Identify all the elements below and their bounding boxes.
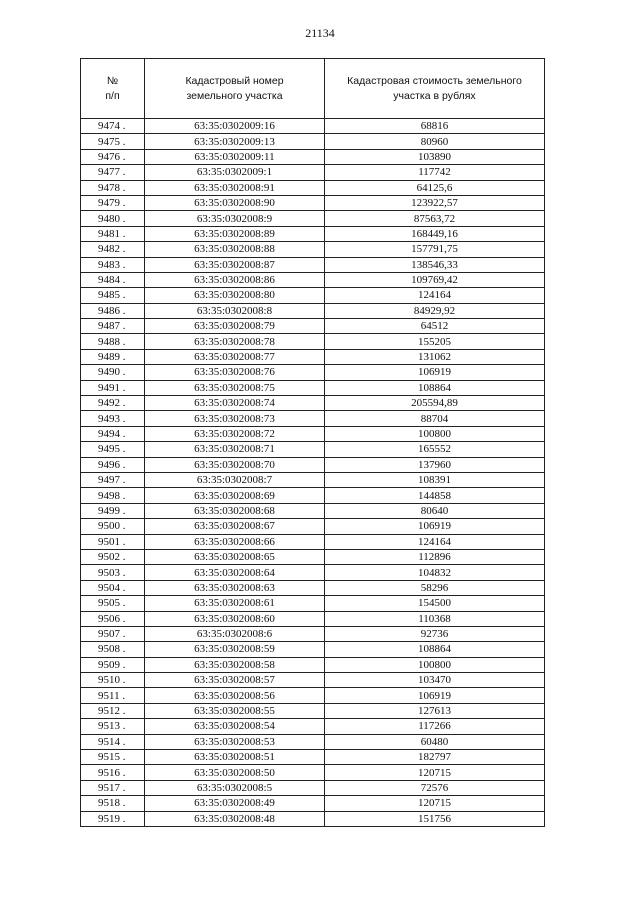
table-row — [81, 750, 545, 765]
cadastral-value-cell: 58296 — [325, 580, 545, 595]
row-number-cell: 9476 . — [81, 149, 145, 164]
table-row — [81, 396, 545, 411]
row-number-cell: 9498 . — [81, 488, 145, 503]
cadastral-value-cell: 68816 — [325, 119, 545, 134]
cadastral-number-cell: 63:35:0302008:79 — [145, 319, 325, 334]
cadastral-value-cell: 108391 — [325, 472, 545, 487]
row-number-cell: 9487 . — [81, 319, 145, 334]
cadastral-number-cell: 63:35:0302008:68 — [145, 503, 325, 518]
cadastral-value-cell: 106919 — [325, 519, 545, 534]
cadastral-value-cell: 87563,72 — [325, 211, 545, 226]
cadastral-number-cell: 63:35:0302008:51 — [145, 750, 325, 765]
cadastre-table — [80, 58, 545, 827]
cadastral-number-cell: 63:35:0302008:7 — [145, 472, 325, 487]
row-number-cell: 9511 . — [81, 688, 145, 703]
table-row — [81, 426, 545, 441]
table-row — [81, 642, 545, 657]
row-number-cell: 9479 . — [81, 195, 145, 210]
cadastral-number-cell: 63:35:0302008:58 — [145, 657, 325, 672]
row-number-cell: 9504 . — [81, 580, 145, 595]
cadastral-number-cell: 63:35:0302008:87 — [145, 257, 325, 272]
header-cadastral-number — [145, 59, 325, 119]
table-row — [81, 472, 545, 487]
cadastral-value-cell: 182797 — [325, 750, 545, 765]
cadastral-number-cell: 63:35:0302009:16 — [145, 119, 325, 134]
row-number-cell: 9491 . — [81, 380, 145, 395]
table-row — [81, 703, 545, 718]
cadastral-value-cell: 151756 — [325, 811, 545, 826]
table-row — [81, 657, 545, 672]
table-row — [81, 626, 545, 641]
header-cadastral-number-line-1: Кадастровый номер — [185, 74, 284, 87]
cadastral-number-cell: 63:35:0302008:55 — [145, 703, 325, 718]
cadastral-value-cell: 109769,42 — [325, 272, 545, 287]
cadastral-value-cell: 120715 — [325, 796, 545, 811]
row-number-cell: 9494 . — [81, 426, 145, 441]
cadastral-value-cell: 155205 — [325, 334, 545, 349]
row-number-cell: 9506 . — [81, 611, 145, 626]
row-number-cell: 9495 . — [81, 442, 145, 457]
cadastral-value-cell: 112896 — [325, 549, 545, 564]
table-header — [81, 59, 545, 119]
table-row — [81, 796, 545, 811]
table-row — [81, 596, 545, 611]
row-number-cell: 9482 . — [81, 242, 145, 257]
row-number-cell: 9497 . — [81, 472, 145, 487]
cadastral-value-cell: 80640 — [325, 503, 545, 518]
cadastral-value-cell: 117742 — [325, 165, 545, 180]
cadastral-number-cell: 63:35:0302008:74 — [145, 396, 325, 411]
table-row — [81, 411, 545, 426]
cadastral-number-cell: 63:35:0302009:13 — [145, 134, 325, 149]
table-row — [81, 226, 545, 241]
table-row — [81, 734, 545, 749]
row-number-cell: 9513 . — [81, 719, 145, 734]
cadastral-number-cell: 63:35:0302008:65 — [145, 549, 325, 564]
table-row — [81, 211, 545, 226]
row-number-cell: 9485 . — [81, 288, 145, 303]
cadastral-number-cell: 63:35:0302008:80 — [145, 288, 325, 303]
row-number-cell: 9486 . — [81, 303, 145, 318]
table-row — [81, 319, 545, 334]
row-number-cell: 9480 . — [81, 211, 145, 226]
table-row — [81, 580, 545, 595]
header-cadastral-value-line-2: участка в рублях — [393, 89, 476, 102]
table-row — [81, 380, 545, 395]
table-row — [81, 242, 545, 257]
row-number-cell: 9483 . — [81, 257, 145, 272]
row-number-cell: 9475 . — [81, 134, 145, 149]
row-number-cell: 9505 . — [81, 596, 145, 611]
cadastral-number-cell: 63:35:0302008:61 — [145, 596, 325, 611]
row-number-cell: 9514 . — [81, 734, 145, 749]
cadastral-number-cell: 63:35:0302008:60 — [145, 611, 325, 626]
table-row — [81, 365, 545, 380]
table-row — [81, 165, 545, 180]
table-row — [81, 534, 545, 549]
cadastral-number-cell: 63:35:0302008:5 — [145, 780, 325, 795]
table-row — [81, 688, 545, 703]
cadastral-number-cell: 63:35:0302008:73 — [145, 411, 325, 426]
cadastral-value-cell: 108864 — [325, 642, 545, 657]
table-row — [81, 442, 545, 457]
cadastral-value-cell: 127613 — [325, 703, 545, 718]
cadastral-value-cell: 165552 — [325, 442, 545, 457]
row-number-cell: 9499 . — [81, 503, 145, 518]
cadastral-number-cell: 63:35:0302008:88 — [145, 242, 325, 257]
row-number-cell: 9478 . — [81, 180, 145, 195]
cadastral-number-cell: 63:35:0302008:76 — [145, 365, 325, 380]
table-row — [81, 257, 545, 272]
cadastral-number-cell: 63:35:0302008:91 — [145, 180, 325, 195]
row-number-cell: 9484 . — [81, 272, 145, 287]
row-number-cell: 9518 . — [81, 796, 145, 811]
row-number-cell: 9519 . — [81, 811, 145, 826]
table-row — [81, 288, 545, 303]
cadastral-value-cell: 103890 — [325, 149, 545, 164]
table-row — [81, 149, 545, 164]
cadastral-number-cell: 63:35:0302008:78 — [145, 334, 325, 349]
cadastral-value-cell: 144858 — [325, 488, 545, 503]
table-row — [81, 780, 545, 795]
table-row — [81, 134, 545, 149]
header-row-number-line-1: № — [106, 74, 119, 87]
row-number-cell: 9492 . — [81, 396, 145, 411]
cadastral-value-cell: 205594,89 — [325, 396, 545, 411]
cadastral-number-cell: 63:35:0302008:77 — [145, 349, 325, 364]
table-row — [81, 272, 545, 287]
row-number-cell: 9510 . — [81, 673, 145, 688]
cadastral-number-cell: 63:35:0302008:8 — [145, 303, 325, 318]
table-row — [81, 195, 545, 210]
cadastral-number-cell: 63:35:0302008:72 — [145, 426, 325, 441]
table-row — [81, 565, 545, 580]
cadastral-value-cell: 92736 — [325, 626, 545, 641]
cadastral-value-cell: 72576 — [325, 780, 545, 795]
header-row-number — [81, 59, 145, 119]
table-body — [81, 119, 545, 827]
row-number-cell: 9512 . — [81, 703, 145, 718]
cadastral-value-cell: 138546,33 — [325, 257, 545, 272]
row-number-cell: 9516 . — [81, 765, 145, 780]
cadastral-value-cell: 168449,16 — [325, 226, 545, 241]
table-row — [81, 549, 545, 564]
cadastral-value-cell: 108864 — [325, 380, 545, 395]
row-number-cell: 9489 . — [81, 349, 145, 364]
cadastral-value-cell: 124164 — [325, 288, 545, 303]
cadastral-value-cell: 157791,75 — [325, 242, 545, 257]
table-row — [81, 765, 545, 780]
header-cadastral-number-line-2: земельного участка — [186, 89, 283, 102]
cadastral-number-cell: 63:35:0302008:66 — [145, 534, 325, 549]
table-row — [81, 349, 545, 364]
table-row — [81, 503, 545, 518]
row-number-cell: 9501 . — [81, 534, 145, 549]
cadastral-value-cell: 117266 — [325, 719, 545, 734]
cadastral-value-cell: 124164 — [325, 534, 545, 549]
cadastral-value-cell: 137960 — [325, 457, 545, 472]
row-number-cell: 9488 . — [81, 334, 145, 349]
cadastral-value-cell: 60480 — [325, 734, 545, 749]
cadastral-number-cell: 63:35:0302009:1 — [145, 165, 325, 180]
row-number-cell: 9515 . — [81, 750, 145, 765]
row-number-cell: 9481 . — [81, 226, 145, 241]
header-row-number-line-2: п/п — [105, 89, 120, 102]
cadastral-number-cell: 63:35:0302008:75 — [145, 380, 325, 395]
row-number-cell: 9517 . — [81, 780, 145, 795]
row-number-cell: 9502 . — [81, 549, 145, 564]
table-row — [81, 457, 545, 472]
cadastral-number-cell: 63:35:0302008:90 — [145, 195, 325, 210]
cadastral-number-cell: 63:35:0302008:53 — [145, 734, 325, 749]
cadastral-number-cell: 63:35:0302008:6 — [145, 626, 325, 641]
cadastral-number-cell: 63:35:0302008:70 — [145, 457, 325, 472]
cadastral-value-cell: 64512 — [325, 319, 545, 334]
cadastral-number-cell: 63:35:0302009:11 — [145, 149, 325, 164]
row-number-cell: 9490 . — [81, 365, 145, 380]
page-number: 21134 — [305, 26, 335, 40]
cadastral-value-cell: 88704 — [325, 411, 545, 426]
table-row — [81, 719, 545, 734]
cadastral-number-cell: 63:35:0302008:67 — [145, 519, 325, 534]
cadastral-number-cell: 63:35:0302008:48 — [145, 811, 325, 826]
cadastral-number-cell: 63:35:0302008:71 — [145, 442, 325, 457]
row-number-cell: 9508 . — [81, 642, 145, 657]
cadastral-value-cell: 106919 — [325, 688, 545, 703]
cadastral-value-cell: 123922,57 — [325, 195, 545, 210]
cadastral-number-cell: 63:35:0302008:59 — [145, 642, 325, 657]
cadastral-number-cell: 63:35:0302008:69 — [145, 488, 325, 503]
row-number-cell: 9493 . — [81, 411, 145, 426]
cadastral-number-cell: 63:35:0302008:56 — [145, 688, 325, 703]
row-number-cell: 9509 . — [81, 657, 145, 672]
cadastral-number-cell: 63:35:0302008:9 — [145, 211, 325, 226]
row-number-cell: 9474 . — [81, 119, 145, 134]
cadastral-value-cell: 103470 — [325, 673, 545, 688]
cadastral-number-cell: 63:35:0302008:57 — [145, 673, 325, 688]
cadastral-value-cell: 100800 — [325, 426, 545, 441]
table-row — [81, 334, 545, 349]
header-cadastral-value — [325, 59, 545, 119]
cadastral-value-cell: 104832 — [325, 565, 545, 580]
cadastral-value-cell: 80960 — [325, 134, 545, 149]
table-row — [81, 811, 545, 826]
table-row — [81, 488, 545, 503]
table-row — [81, 119, 545, 134]
cadastral-number-cell: 63:35:0302008:63 — [145, 580, 325, 595]
cadastral-number-cell: 63:35:0302008:50 — [145, 765, 325, 780]
cadastral-value-cell: 84929,92 — [325, 303, 545, 318]
row-number-cell: 9477 . — [81, 165, 145, 180]
table-row — [81, 611, 545, 626]
cadastral-number-cell: 63:35:0302008:64 — [145, 565, 325, 580]
row-number-cell: 9507 . — [81, 626, 145, 641]
cadastral-value-cell: 106919 — [325, 365, 545, 380]
table-row — [81, 180, 545, 195]
cadastral-value-cell: 110368 — [325, 611, 545, 626]
row-number-cell: 9496 . — [81, 457, 145, 472]
cadastral-value-cell: 100800 — [325, 657, 545, 672]
header-cadastral-value-line-1: Кадастровая стоимость земельного — [347, 74, 522, 87]
cadastral-number-cell: 63:35:0302008:89 — [145, 226, 325, 241]
row-number-cell: 9503 . — [81, 565, 145, 580]
table-row — [81, 303, 545, 318]
cadastral-value-cell: 120715 — [325, 765, 545, 780]
cadastral-number-cell: 63:35:0302008:86 — [145, 272, 325, 287]
cadastral-value-cell: 131062 — [325, 349, 545, 364]
cadastral-number-cell: 63:35:0302008:54 — [145, 719, 325, 734]
table-row — [81, 673, 545, 688]
cadastral-number-cell: 63:35:0302008:49 — [145, 796, 325, 811]
cadastral-value-cell: 64125,6 — [325, 180, 545, 195]
row-number-cell: 9500 . — [81, 519, 145, 534]
cadastral-value-cell: 154500 — [325, 596, 545, 611]
header-row — [81, 59, 545, 119]
table-row — [81, 519, 545, 534]
